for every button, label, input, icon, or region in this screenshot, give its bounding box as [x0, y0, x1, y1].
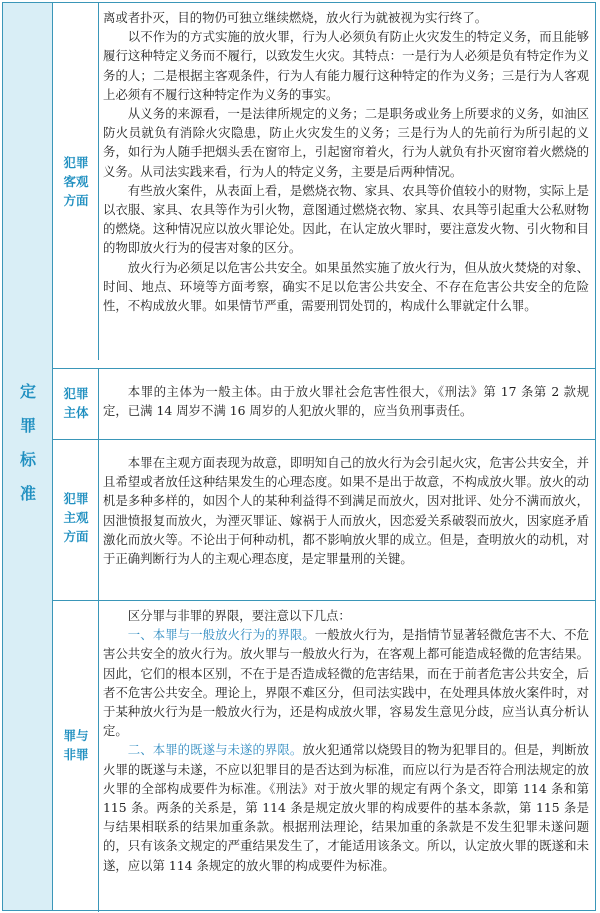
row-content-objective	[103, 8, 589, 315]
row-objective-aspect	[53, 3, 595, 360]
paragraph-intro: 区分罪与非罪的界限，要注意以下几点：	[127, 608, 351, 623]
side-column	[3, 3, 53, 910]
criteria-table	[2, 2, 596, 911]
row-content-subject	[103, 382, 589, 420]
paragraph: 从义务的来源看，一是法律所规定的义务；二是职务或业务上所要求的义务，如油区防火员就负有消除火灾隐患，防止火灾发生的义务；三是行为人的先前行为所引起的义务，如行为人随手把烟头丢在窗帘上，引起窗帘着火，行为人就负有扑灭窗帘着火燃烧的义务。从司法实践来看，行为人的特定义务，主要是后两种情况。	[103, 106, 589, 179]
side-title	[3, 375, 53, 511]
label-line: 方面	[63, 529, 89, 544]
paragraph-point	[103, 625, 589, 740]
row-label-objective	[53, 3, 99, 360]
paragraph: 离或者扑灭，目的物仍可独立继续燃烧，放火行为就被视为实行终了。	[103, 10, 488, 25]
side-title-char: 罪	[19, 416, 36, 435]
paragraph: 以不作为的方式实施的放火罪，行为人必须负有防止火灾发生的特定义务，而且能够履行这种特定义务而不履行，以致发生火灾。其特点：一是行为人必须是负有特定作为义务的人；二是根据主客观条件，行为人有能力履行这种特定的作为义务；三是行为人客观上必须有不履行这种特定作为义务的事实。	[103, 29, 589, 102]
row-label-subjective	[53, 439, 99, 600]
paragraph-point	[103, 740, 589, 874]
row-label-crime	[53, 600, 99, 912]
label-line: 非罪	[63, 747, 89, 762]
label-line: 犯罪	[63, 386, 89, 401]
row-crime-vs-noncrime	[53, 600, 595, 912]
label-line: 客观	[63, 174, 89, 189]
point-text: 放火犯通常以烧毁目的物为犯罪目的。但是，判断放火罪的既遂与未遂，不应以犯罪目的是否达到为标准，而应以行为是否符合刑法规定的放火罪的全部构成要件为标准。《刑法》对于放火罪的规定有两个条文，即第 114 条和第 115 条。两条的关系是，第 114 条是规定放火罪的构成要件的基本条款，第 115 条是与结果相联系的结果加重条款。根据刑法理论，结果加重的条款是不发生犯罪未遂问题的，只有该条文规定的严重结果发生了，才能适用该条文。所以，认定放火罪的既遂和未遂，应以第 114 条规定的放火罪的构成要件为标准。	[103, 742, 590, 873]
row-label-subject	[53, 368, 99, 439]
side-title-char: 准	[19, 484, 36, 503]
label-line: 方面	[63, 193, 89, 208]
row-subject	[53, 368, 595, 439]
paragraph: 本罪在主观方面表现为故意，即明知自己的放火行为会引起火灾，危害公共安全，并且希望或者放任这种结果发生的心理态度。如果不是出于故意，不构成放火罪。放火的动机是多种多样的，如因个人的某种利益得不到满足而放火，因对批评、处分不满而放火，因泄愤报复而放火，为湮灭罪证、嫁祸于人而放火，因恋爱关系破裂而放火，因家庭矛盾激化而放火等。不论出于何种动机，都不影响放火罪的成立。但是，查明放火的动机，对于正确判断行为人的主观心理态度，是定罪量刑的关键。	[103, 455, 589, 567]
paragraph: 放火行为必须足以危害公共安全。如果虽然实施了放火行为，但从放火焚烧的对象、时间、地点、环境等方面考察，确实不足以危害公共安全、不存在危害公共安全的危险性，不构成放火罪。如果情节严重，需要刑罚处罚的，构成什么罪就定什么罪。	[103, 259, 589, 314]
paragraph: 本罪的主体为一般主体。由于放火罪社会危害性很大，《刑法》第 17 条第 2 款规定，已满 14 周岁不满 16 周岁的人犯放火罪的，应当负刑事责任。	[103, 384, 589, 419]
row-subjective-aspect	[53, 439, 595, 600]
side-title-char: 标	[19, 450, 36, 469]
label-line: 犯罪	[63, 155, 89, 170]
point-text: 一般放火行为，是指情节显著轻微危害不大、不危害公共安全的放火行为。放火罪与一般放火行为，在客观上都可能造成轻微的危害结果。因此，它们的根本区别，不在于是否造成轻微的危害结果，而在于前者危害公共安全，后者不危害公共安全。理论上，界限不难区分，但司法实践中，在处理具体放火案件时，对于某种放火行为是一般放火行为，还是构成放火罪，容易发生意见分歧，应当认真分析认定。	[103, 627, 590, 739]
label-line: 主观	[63, 510, 89, 525]
point-heading: 一、本罪与一般放火行为的界限。	[127, 627, 315, 643]
row-content-crime	[103, 606, 589, 875]
paragraph: 有些放火案件，从表面上看，是燃烧衣物、家具、农具等价值较小的财物，实际上是以衣服、家具、农具等作为引火物，意图通过燃烧衣物、家具、农具等引起重大公私财物的燃烧。这种情况应以放火罪论处。因此，在认定放火罪时，要注意发火物、引火物和目的物即放火行为的侵害对象的区分。	[103, 182, 589, 256]
side-title-char: 定	[19, 382, 36, 401]
label-line: 主体	[63, 405, 89, 420]
label-line: 犯罪	[63, 491, 89, 506]
label-line: 罪与	[63, 728, 89, 743]
row-content-subjective	[103, 453, 589, 568]
point-heading: 二、本罪的既遂与未遂的界限。	[127, 742, 303, 758]
